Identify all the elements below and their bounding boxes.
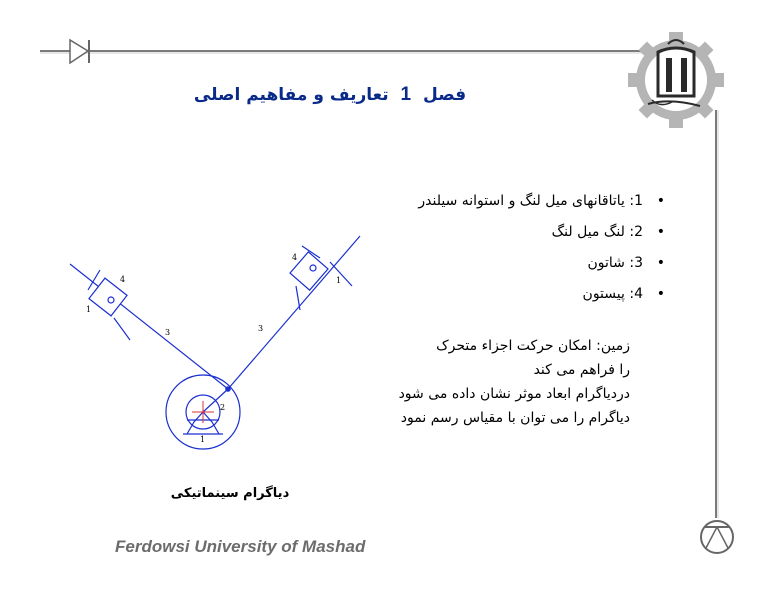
paragraph-line: زمین: امکان حرکت اجزاء متحرک xyxy=(436,338,630,354)
label-left-piston: 4 xyxy=(120,275,126,284)
bullet-number: 4: xyxy=(629,286,643,302)
label-right-piston: 4 xyxy=(292,253,298,262)
label-right-rod: 3 xyxy=(258,324,264,333)
footer-university-name: Ferdowsi University of Mashad xyxy=(115,537,366,556)
paragraph-line: را فراهم می کند xyxy=(533,362,630,378)
bullet-text: لنگ میل لنگ xyxy=(551,224,625,240)
crank-pin xyxy=(225,386,231,392)
right-guide-line xyxy=(296,286,300,310)
title-chapter-number: 1 xyxy=(400,84,412,105)
label-crank: 2 xyxy=(220,403,226,412)
bullet-number: 3: xyxy=(629,255,643,271)
bullet-number: 2: xyxy=(629,224,643,240)
label-left-cylinder: 1 xyxy=(86,305,92,314)
paragraph-line: دیاگرام را می توان با مقیاس رسم نمود xyxy=(400,410,630,426)
bullet-number: 1: xyxy=(629,193,643,209)
bullet-text: پیستون xyxy=(582,286,625,302)
label-left-rod: 3 xyxy=(165,328,171,337)
left-guide-line xyxy=(114,318,130,340)
label-ground: 1 xyxy=(200,435,206,444)
label-right-cylinder: 1 xyxy=(336,276,342,285)
paragraph-line: دردیاگرام ابعاد موثر نشان داده می شود xyxy=(398,386,630,402)
left-cylinder-axis xyxy=(70,264,228,389)
title-rest: تعاریف و مفاهیم اصلی xyxy=(193,85,389,105)
diagram-caption: دیاگرام سینماتیکی xyxy=(170,486,290,501)
bullet-text: یاتاقانهای میل لنگ و استوانه سیلندر xyxy=(418,193,625,209)
title-chapter-word: فصل xyxy=(423,85,467,105)
bullet-text: شاتون xyxy=(587,255,625,271)
